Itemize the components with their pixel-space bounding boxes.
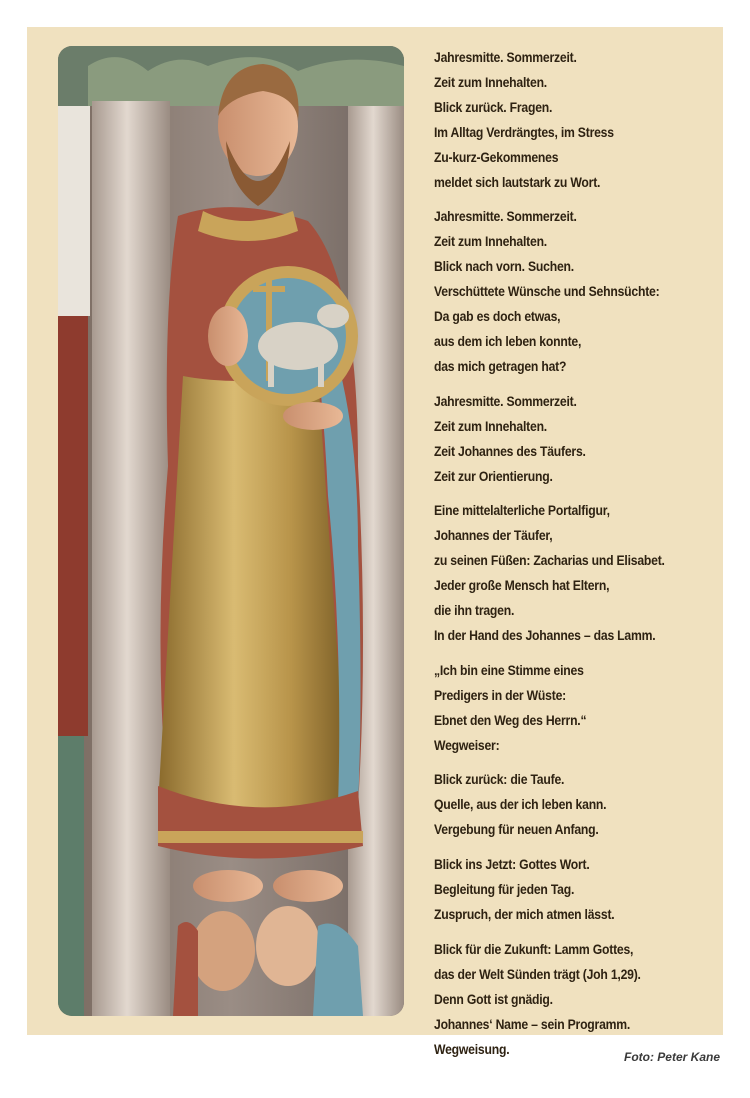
statue-photo	[58, 46, 404, 1016]
poem-line: Jahresmitte. Sommerzeit.	[434, 209, 577, 226]
poem-line: Johannes der Täufer,	[434, 528, 553, 545]
poem-line: Vergebung für neuen Anfang.	[434, 822, 599, 839]
poem-line: Im Alltag Verdrängtes, im Stress	[434, 124, 614, 141]
poem-line: Blick nach vorn. Suchen.	[434, 259, 574, 276]
poem-line: Blick ins Jetzt: Gottes Wort.	[434, 857, 590, 874]
poem-line: Jahresmitte. Sommerzeit.	[434, 393, 577, 410]
poem-line: Zeit zur Orientierung.	[434, 468, 553, 485]
stanza	[434, 46, 724, 195]
poem-line: Zeit Johannes des Täufers.	[434, 443, 586, 460]
stanza	[434, 938, 724, 1063]
poem-line: Johannes‘ Name – sein Programm.	[434, 1016, 631, 1033]
poem-line: Wegweiser:	[434, 737, 500, 754]
poem-line: Blick zurück. Fragen.	[434, 99, 553, 116]
poem-line: Blick zurück: die Taufe.	[434, 772, 565, 789]
poem-line: Ebnet den Weg des Herrn.“	[434, 712, 587, 729]
statue-john-the-baptist-icon	[58, 46, 404, 1016]
poem-line: aus dem ich leben konnte,	[434, 333, 582, 350]
poem-line: zu seinen Füßen: Zacharias und Elisabet.	[434, 553, 665, 570]
stanza	[434, 390, 724, 490]
poem-line: Quelle, aus der ich leben kann.	[434, 797, 607, 814]
poem-line: Wegweisung.	[434, 1041, 510, 1058]
poem-line: Predigers in der Wüste:	[434, 687, 567, 704]
poem-line: Zuspruch, der mich atmen lässt.	[434, 907, 615, 923]
poem-line: das mich getragen hat?	[434, 358, 567, 375]
poem-line: Blick für die Zukunft: Lamm Gottes,	[434, 941, 634, 958]
poem-line: die ihn tragen.	[434, 603, 515, 620]
poem-line: meldet sich lautstark zu Wort.	[434, 174, 601, 191]
poem	[434, 46, 724, 1072]
stanza	[434, 659, 724, 759]
poem-line: Denn Gott ist gnädig.	[434, 991, 553, 1008]
poem-line: Jeder große Mensch hat Eltern,	[434, 578, 610, 595]
poem-line: Zu-kurz-Gekommenes	[434, 149, 559, 166]
poem-line: Da gab es doch etwas,	[434, 309, 561, 326]
poem-line: „Ich bin eine Stimme eines	[434, 662, 584, 679]
poem-line: Zeit zum Innehalten.	[434, 234, 547, 251]
poem-line: Verschüttete Wünsche und Sehnsüchte:	[434, 284, 660, 301]
poem-line: Begleitung für jeden Tag.	[434, 882, 575, 899]
photo-credit: Foto: Peter Kane	[623, 1050, 720, 1064]
stanza	[434, 205, 724, 379]
stanza	[434, 768, 724, 843]
poem-line: In der Hand des Johannes – das Lamm.	[434, 627, 656, 644]
poem-line: Eine mittelalterliche Portalfigur,	[434, 503, 610, 520]
poem-line: Jahresmitte. Sommerzeit.	[434, 50, 577, 66]
poem-line: Zeit zum Innehalten.	[434, 74, 547, 91]
poem-line: Zeit zum Innehalten.	[434, 418, 547, 435]
poem-line: das der Welt Sünden trägt (Joh 1,29).	[434, 966, 641, 983]
stanza	[434, 853, 724, 928]
stanza	[434, 499, 724, 648]
